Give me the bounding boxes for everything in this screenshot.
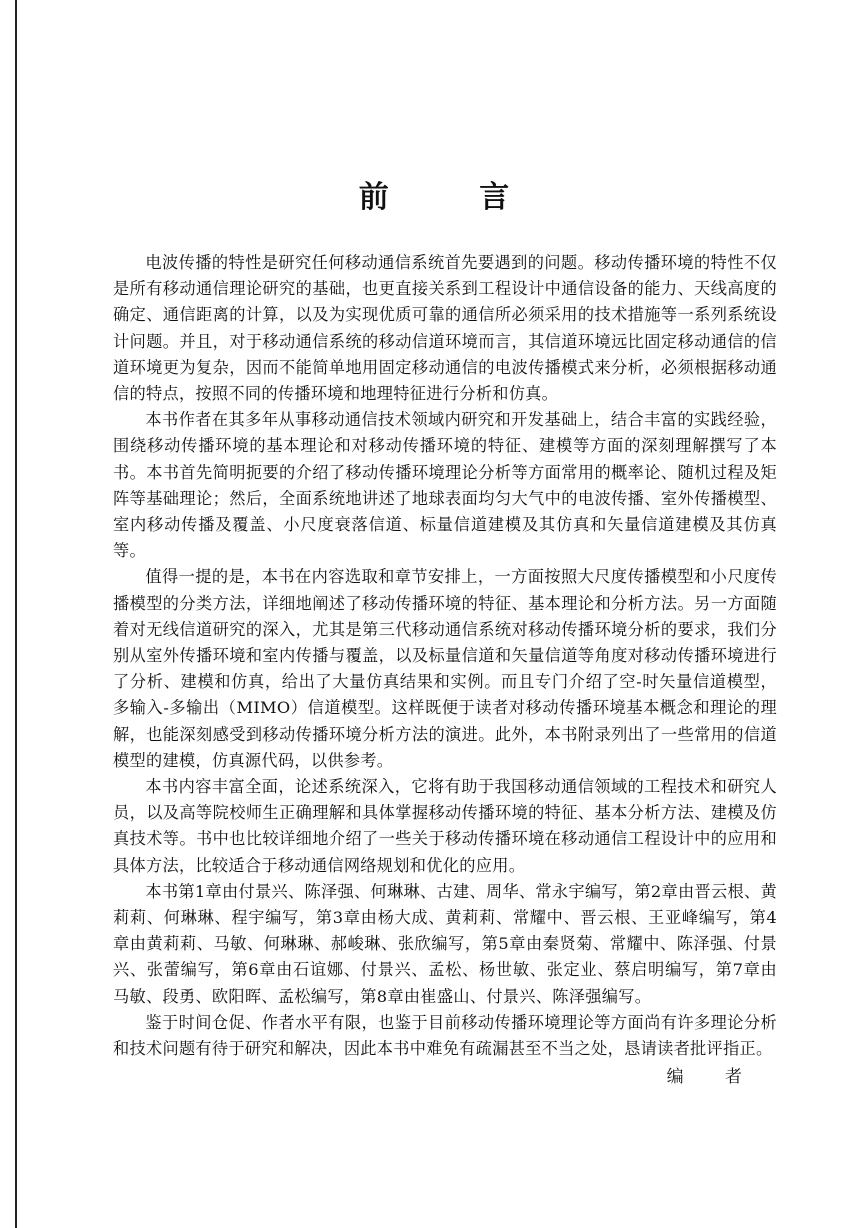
author-signature: 编 者: [666, 1067, 760, 1087]
page-title: 前 言: [358, 180, 550, 215]
paragraph-3: 值得一提的是，本书在内容选取和章节安排上，一方面按照大尺度传播模型和小尺度传播模型的分类方法，详细地阐述了移动传播环境的特征、基本理论和分析方法。另一方面随着对无线信道研究的深入，尤其是第三代移动通信系统对移动传播环境分析的要求，我们分别从室外传播环境和室内传播与覆盖，以及标量信道和矢量信道等角度对移动传播环境进行了分析、建模和仿真，给出了大量仿真结果和实例。而且专门介绍了空-时矢量信道模型，多输入-多输出（MIMO）信道模型。这样既便于读者对移动传播环境基本概念和理论的理解，也能深刻感受到移动传播环境分析方法的演进。此外，本书附录列出了一些常用的信道模型的建模，仿真源代码，以供参考。: [113, 567, 777, 770]
paragraph-6: 鉴于时间仓促、作者水平有限，也鉴于目前移动传播环境理论等方面尚有许多理论分析和技术问题有待于研究和解决，因此本书中难免有疏漏甚至不当之处，恳请读者批评指正。: [113, 1012, 777, 1059]
paragraph-5: 本书第1章由付景兴、陈泽强、何琳琳、古建、周华、常永宇编写，第2章由晋云根、黄莉莉、何琳琳、程宇编写，第3章由杨大成、黄莉莉、常耀中、晋云根、王亚峰编写，第4章由黄莉莉、马敏、何琳琳、郝峻琳、张欣编写，第5章由秦贤菊、常耀中、陈泽强、付景兴、张蕾编写，第6章由石谊娜、付景兴、孟松、杨世敏、张定业、蔡启明编写，第7章由马敏、段勇、欧阳晖、孟松编写，第8章由崔盛山、付景兴、陈泽强编写。: [113, 881, 777, 1006]
paragraph-2: 本书作者在其多年从事移动通信技术领域内研究和开发基础上，结合丰富的实践经验，围绕移动传播环境的基本理论和对移动传播环境的特征、建模等方面的深刻理解撰写了本书。本书首先简明扼要的介绍了移动传播环境理论分析等方面常用的概率论、随机过程及矩阵等基础理论；然后，全面系统地讲述了地球表面均匀大气中的电波传播、室外传播模型、室内移动传播及覆盖、小尺度衰落信道、标量信道建模及其仿真和矢量信道建模及其仿真等。: [113, 410, 777, 561]
preface-body: [113, 250, 777, 1062]
paragraph-1: 电波传播的特性是研究任何移动通信系统首先要遇到的问题。移动传播环境的特性不仅是所有移动通信理论研究的基础，也更直接关系到工程设计中通信设备的能力、天线高度的确定、通信距离的计算，以及为实现优质可靠的通信所必须采用的技术措施等一系列系统设计问题。并且，对于移动通信系统的移动信道环境而言，其信道环境远比固定移动通信的信道环境更为复杂，因而不能简单地用固定移动通信的电波传播模式来分析，必须根据移动通信的特点，按照不同的传播环境和地理特征进行分析和仿真。: [113, 253, 777, 404]
paragraph-4: 本书内容丰富全面，论述系统深入，它将有助于我国移动通信领域的工程技术和研究人员，以及高等院校师生正确理解和具体掌握移动传播环境的特征、基本分析方法、建模及仿真技术等。书中也比较详细地介绍了一些关于移动传播环境在移动通信工程设计中的应用和具体方法，比较适合于移动通信网络规划和优化的应用。: [113, 777, 777, 875]
